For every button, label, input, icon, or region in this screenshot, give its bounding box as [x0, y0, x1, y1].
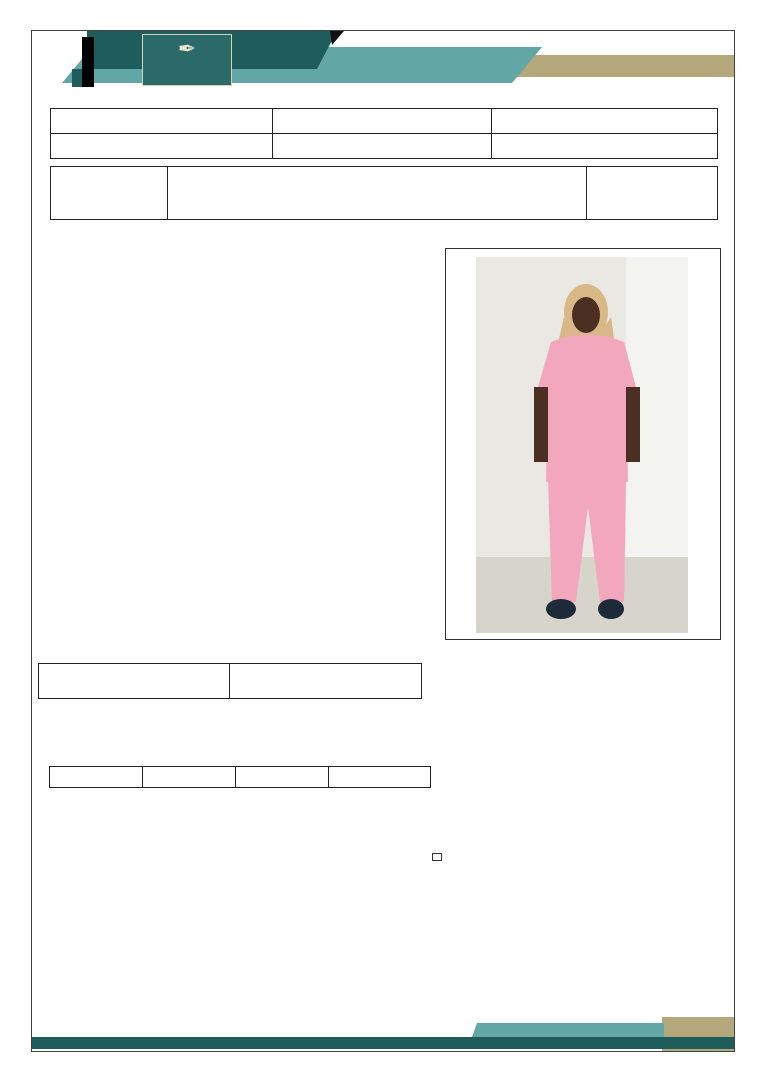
english-header	[143, 767, 236, 788]
contract-value	[273, 134, 492, 159]
full-name-label	[51, 167, 168, 220]
table-row	[50, 767, 431, 788]
language-table	[49, 766, 431, 788]
post-value	[273, 109, 492, 134]
language-header-blank	[329, 767, 431, 788]
header-black-bar	[82, 37, 94, 87]
full-name-arabic	[587, 167, 718, 220]
table-row	[39, 664, 422, 699]
logo-emblem-icon: ✒	[177, 37, 197, 62]
table-row	[51, 109, 718, 134]
experience-table	[38, 663, 422, 699]
company-logo	[142, 34, 232, 86]
name-table	[50, 166, 718, 220]
header-black-corner	[330, 31, 344, 45]
post-label	[51, 109, 273, 134]
table-row	[51, 134, 718, 159]
small-box-icon	[432, 853, 442, 861]
footer-banner	[32, 1017, 734, 1051]
footer-light-teal-stripe	[472, 1023, 664, 1037]
applicant-photo	[476, 257, 688, 633]
header-banner	[32, 31, 734, 89]
contract-arabic	[492, 134, 718, 159]
applicant-photo-frame	[445, 248, 721, 640]
contract-label	[51, 134, 273, 159]
table-row	[51, 167, 718, 220]
post-arabic	[492, 109, 718, 134]
job-table	[50, 108, 718, 159]
country-header	[39, 664, 230, 699]
full-name-value	[168, 167, 587, 220]
duration-header	[230, 664, 422, 699]
footer-dark-teal-bar	[32, 1037, 734, 1049]
language-corner-cell	[50, 767, 143, 788]
arabic-header	[236, 767, 329, 788]
application-form-page	[31, 30, 735, 1052]
